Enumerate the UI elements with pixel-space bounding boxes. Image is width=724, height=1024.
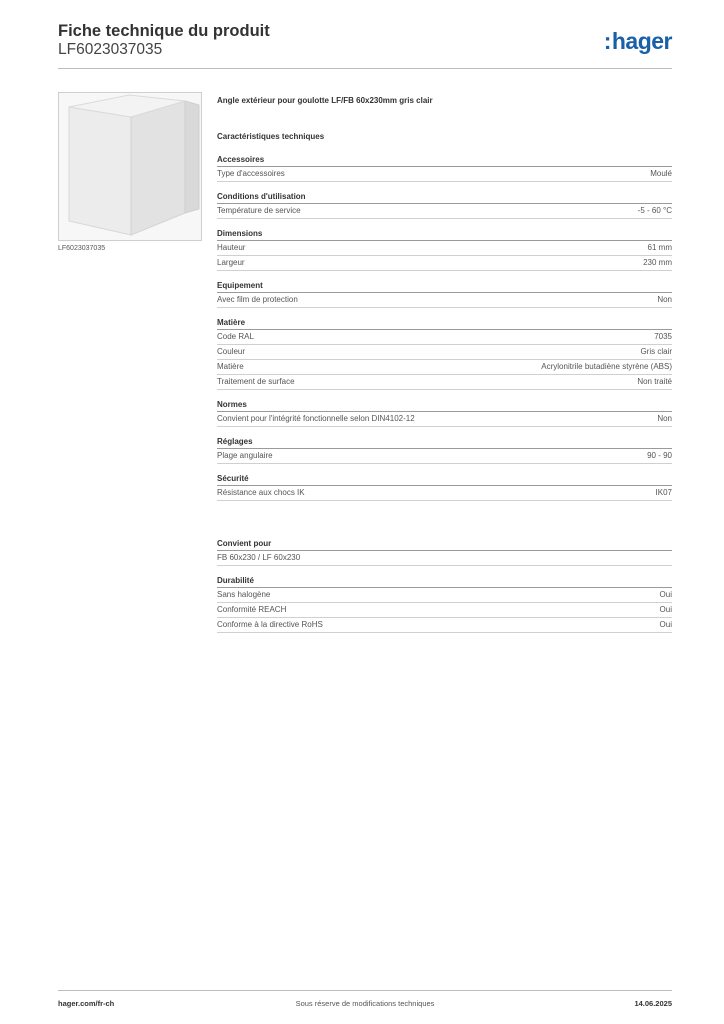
spec-row — [217, 375, 672, 390]
group-title: Conditions d'utilisation — [217, 192, 672, 204]
section-title: Caractéristiques techniques — [217, 132, 325, 141]
spec-label: Largeur — [217, 258, 245, 267]
spec-label: Hauteur — [217, 243, 246, 252]
spec-row — [217, 167, 672, 182]
product-image — [58, 92, 202, 241]
spec-label: Résistance aux chocs IK — [217, 488, 305, 497]
spec-label: FB 60x230 / LF 60x230 — [217, 553, 301, 562]
page-title: Fiche technique du produit — [58, 22, 270, 40]
spec-label: Type d'accessoires — [217, 169, 285, 178]
spec-value: Oui — [659, 590, 672, 599]
page-header — [58, 22, 672, 69]
spec-value: Gris clair — [640, 347, 672, 356]
page-footer — [58, 990, 672, 1013]
spec-label: Plage angulaire — [217, 451, 273, 460]
group-title: Sécurité — [217, 474, 672, 486]
group-title: Normes — [217, 400, 672, 412]
spec-value: Acrylonitrile butadiène styrène (ABS) — [541, 362, 672, 371]
spec-row — [217, 551, 672, 566]
spec-row — [217, 412, 672, 427]
spec-group — [217, 437, 672, 464]
spec-row — [217, 241, 672, 256]
footer-website[interactable]: hager.com/fr-ch — [58, 999, 115, 1008]
spec-row — [217, 618, 672, 633]
spec-value: 230 mm — [643, 258, 672, 267]
spec-group — [217, 155, 672, 182]
spec-value: -5 - 60 °C — [637, 206, 672, 215]
spec-label: Couleur — [217, 347, 246, 356]
spec-row — [217, 360, 672, 375]
spec-group — [217, 474, 672, 501]
spec-label: Matière — [217, 362, 244, 371]
spec-label: Conforme à la directive RoHS — [217, 620, 323, 629]
spec-row — [217, 345, 672, 360]
spec-group — [217, 318, 672, 390]
spec-row — [217, 330, 672, 345]
spec-label: Code RAL — [217, 332, 254, 341]
spec-label: Température de service — [217, 206, 301, 215]
group-title: Dimensions — [217, 229, 672, 241]
spec-label: Conformité REACH — [217, 605, 287, 614]
spec-value: 61 mm — [647, 243, 672, 252]
spec-value: Oui — [659, 620, 672, 629]
product-name: Angle extérieur pour goulotte LF/FB 60x230mm gris clair — [217, 96, 433, 105]
group-title: Accessoires — [217, 155, 672, 167]
group-title: Matière — [217, 318, 672, 330]
footer-date: 14.06.2025 — [634, 999, 672, 1008]
spec-value: Oui — [659, 605, 672, 614]
hager-logo: :hager — [603, 28, 672, 54]
spec-groups — [217, 155, 672, 633]
image-caption: LF6023037035 — [58, 245, 106, 252]
spec-group — [217, 192, 672, 219]
spec-value: Non — [657, 295, 672, 304]
spec-label: Sans halogène — [217, 590, 271, 599]
spec-group — [217, 281, 672, 308]
spec-group — [217, 576, 672, 633]
product-reference: LF6023037035 — [58, 41, 163, 58]
spec-label: Avec film de protection — [217, 295, 298, 304]
spec-row — [217, 486, 672, 501]
spec-value: 7035 — [654, 332, 672, 341]
spec-row — [217, 449, 672, 464]
group-title: Durabilité — [217, 576, 672, 588]
group-title: Equipement — [217, 281, 672, 293]
logo-text: hager — [611, 28, 672, 54]
spec-value: IK07 — [655, 488, 672, 497]
spec-row — [217, 603, 672, 618]
spec-value: Non traité — [637, 377, 672, 386]
spec-value: Moulé — [650, 169, 672, 178]
spec-row — [217, 204, 672, 219]
spec-value: 90 - 90 — [647, 451, 672, 460]
spec-label: Traitement de surface — [217, 377, 295, 386]
group-title: Réglages — [217, 437, 672, 449]
product-corner-illustration — [59, 93, 201, 240]
spec-row — [217, 256, 672, 271]
spec-group — [217, 229, 672, 271]
spec-value: Non — [657, 414, 672, 423]
group-title: Convient pour — [217, 539, 672, 551]
spec-content — [217, 96, 672, 633]
spec-label: Convient pour l'intégrité fonctionnelle selon DIN4102-12 — [217, 414, 415, 423]
spec-group — [217, 539, 672, 566]
footer-note: Sous réserve de modifications techniques — [295, 999, 435, 1008]
spec-group — [217, 400, 672, 427]
spec-row — [217, 293, 672, 308]
spec-row — [217, 588, 672, 603]
